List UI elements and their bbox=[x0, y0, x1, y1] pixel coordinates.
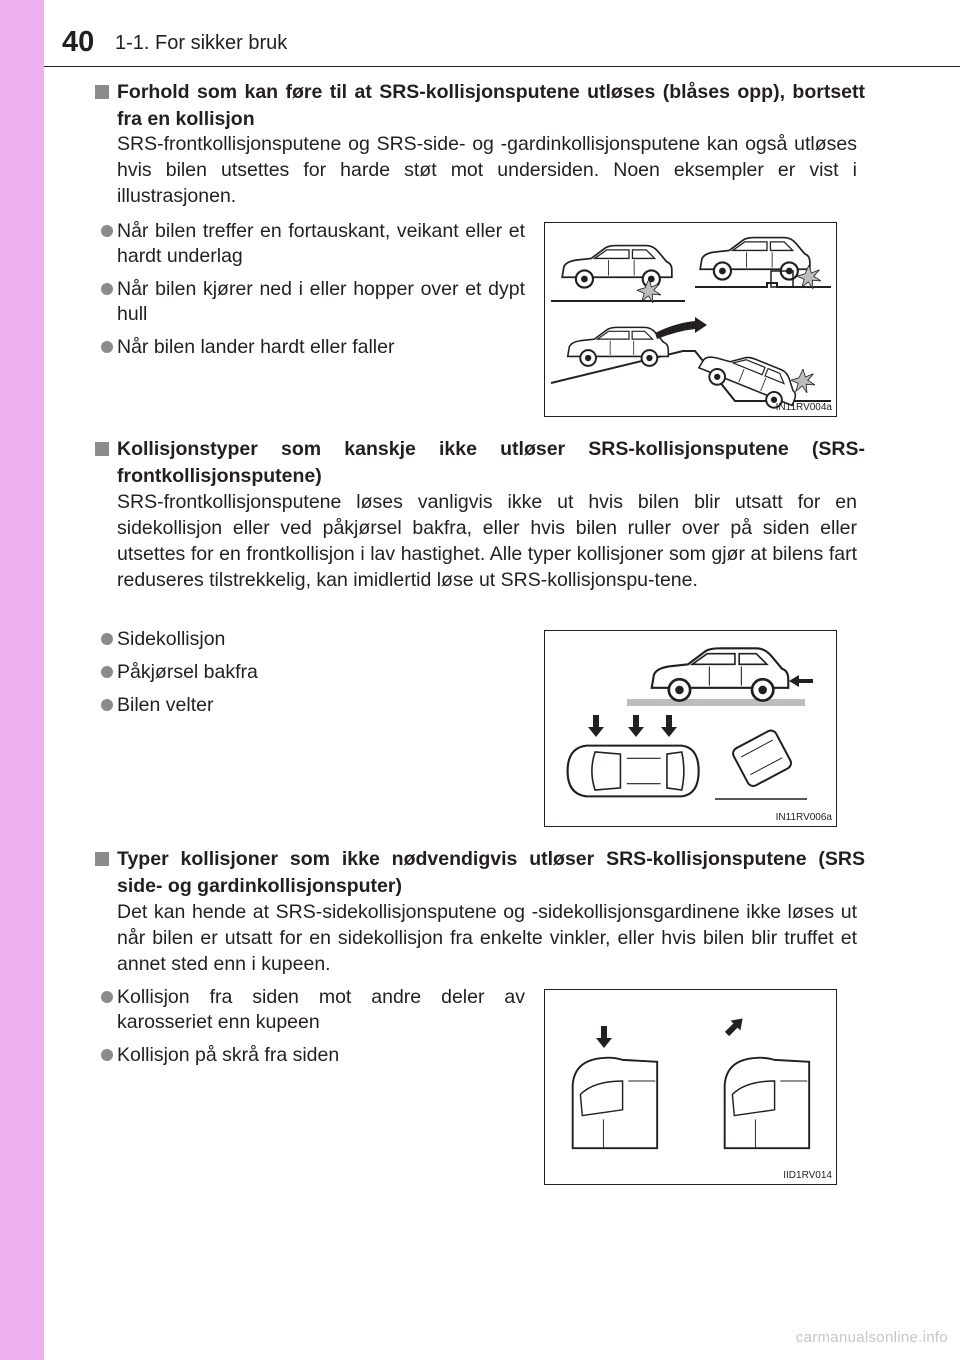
bullet-dot-icon bbox=[101, 633, 113, 645]
bullet-dot-icon bbox=[101, 991, 113, 1003]
chapter-title: 1-1. For sikker bruk bbox=[115, 32, 288, 54]
section-heading-1 bbox=[95, 79, 865, 133]
bullet-dot-icon bbox=[101, 1049, 113, 1061]
angled-side-impact-drawing bbox=[545, 990, 836, 1184]
bullet-dot-icon bbox=[101, 699, 113, 711]
chapter-side-tab bbox=[0, 0, 44, 1360]
section-heading-3 bbox=[95, 846, 865, 900]
list-item: Bilen velter bbox=[101, 693, 501, 718]
side-rear-rollover-drawing bbox=[545, 631, 836, 826]
bullet-dot-icon bbox=[101, 666, 113, 678]
list-item: Når bilen kjører ned i eller hopper over et dypt hull bbox=[101, 277, 525, 327]
illustration-angled-side-impact bbox=[544, 989, 837, 1185]
section-heading-text: Forhold som kan føre til at SRS-kollisjonsputene utløses (blåses opp), bortsett fra en kollisjon bbox=[117, 81, 865, 130]
list-item: Kollisjon på skrå fra siden bbox=[101, 1043, 525, 1068]
section-heading-text: Kollisjonstyper som kanskje ikke utløser SRS-kollisjonsputene (SRS-frontkollisjonsputene) bbox=[117, 438, 865, 487]
watermark-text: carmanualsonline.info bbox=[795, 1329, 948, 1346]
list-item: Når bilen lander hardt eller faller bbox=[101, 335, 525, 360]
page-number: 40 bbox=[62, 26, 95, 58]
list-item: Kollisjon fra siden mot andre deler av karosseriet enn kupeen bbox=[101, 985, 525, 1035]
section-square-icon bbox=[95, 442, 109, 456]
bullet-dot-icon bbox=[101, 225, 113, 237]
section-body-1: SRS-frontkollisjonsputene og SRS-side- og -gardinkollisjonsputene kan også utløses hvis bilen utsettes for harde støt mot undersiden. Noen eksempler er vist i illustrasjonen. bbox=[117, 133, 857, 207]
illustration-impact-underside bbox=[544, 222, 837, 417]
impact-underside-drawing bbox=[545, 223, 836, 416]
bullet-list-1 bbox=[101, 219, 525, 368]
illustration-code: IID1RV014 bbox=[783, 1170, 832, 1181]
bullet-dot-icon bbox=[101, 283, 113, 295]
header-divider bbox=[44, 66, 960, 67]
section-body-3: Det kan hende at SRS-sidekollisjonsputene og -sidekollisjonsgardinene ikke løses ut når bilen er utsatt for en sidekollisjon fra enkelte vinkler, eller hvis bilen blir truffet et annet sted enn i kupeen. bbox=[117, 901, 857, 975]
section-body-2: SRS-frontkollisjonsputene løses vanligvis ikke ut hvis bilen blir utsatt for en sidekollisjon eller ved påkjørsel bakfra, eller hvis bilen ruller over på siden eller utsettes for en frontkollisjon i lav hastighet. Alle typer kollisjoner som gjør at bilens fart reduseres tilstrekkelig, kan imidlertid løse ut SRS-kollisjonspu-tene. bbox=[117, 491, 857, 591]
section-square-icon bbox=[95, 852, 109, 866]
list-item: Påkjørsel bakfra bbox=[101, 660, 501, 685]
bullet-list-2 bbox=[101, 627, 501, 726]
section-heading-2 bbox=[95, 436, 865, 490]
section-square-icon bbox=[95, 85, 109, 99]
list-item: Sidekollisjon bbox=[101, 627, 501, 652]
illustration-code: IN11RV004a bbox=[775, 402, 832, 413]
illustration-code: IN11RV006a bbox=[775, 812, 832, 823]
bullet-dot-icon bbox=[101, 341, 113, 353]
list-item: Når bilen treffer en fortauskant, veikant eller et hardt underlag bbox=[101, 219, 525, 269]
bullet-list-3 bbox=[101, 985, 525, 1076]
section-heading-text: Typer kollisjoner som ikke nødvendigvis utløser SRS-kollisjonsputene (SRS side- og gardinkollisjonsputer) bbox=[117, 848, 865, 897]
illustration-side-rear-rollover bbox=[544, 630, 837, 827]
